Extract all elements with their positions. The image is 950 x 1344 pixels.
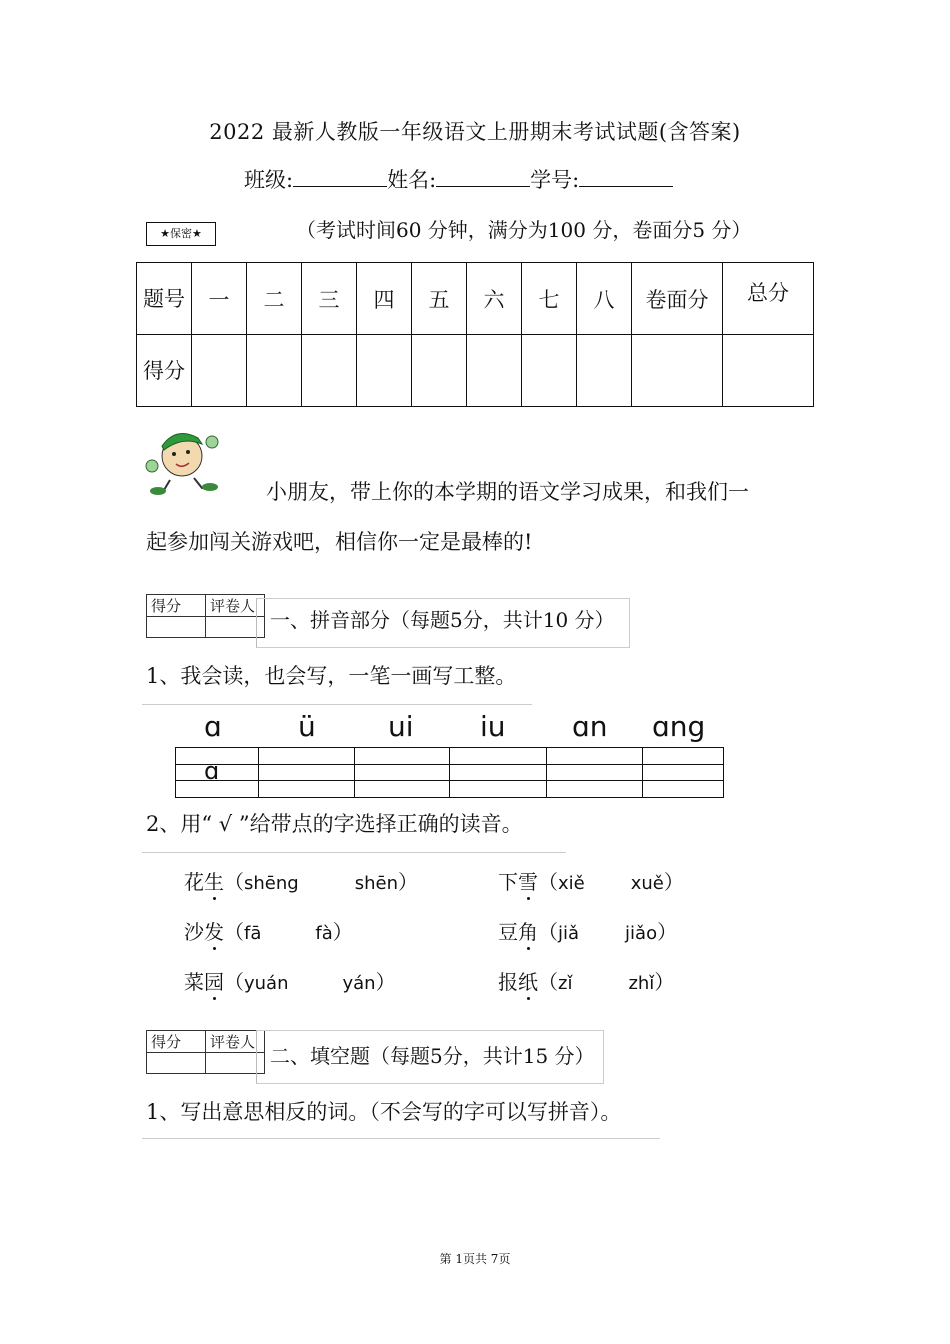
score-cell[interactable]	[302, 335, 357, 407]
grid-line	[449, 748, 450, 797]
pinyin-iu: iu	[480, 710, 506, 743]
pinyin-option[interactable]: xuě	[630, 873, 664, 894]
pinyin-option[interactable]: jiǎ	[558, 923, 580, 944]
col-4: 四	[357, 263, 412, 335]
choice-dotted-char: 园	[204, 970, 224, 994]
choice-dotted-char: 生	[204, 870, 224, 894]
score-cell[interactable]	[357, 335, 412, 407]
choice-item: 菜园（yuán yán）	[184, 970, 396, 994]
question-underline	[142, 1138, 660, 1139]
pinyin-option[interactable]: zǐ	[558, 973, 573, 994]
grid-line	[258, 748, 259, 797]
score-label: 得分	[147, 595, 206, 617]
class-label: 班级:	[244, 168, 294, 192]
score-table	[136, 262, 814, 407]
score-input[interactable]	[147, 617, 206, 638]
choice-item: 豆角（jiǎ jiǎo）	[498, 920, 678, 944]
grid-line	[354, 748, 355, 797]
row-label-score: 得分	[137, 335, 192, 407]
pinyin-option[interactable]: xiě	[558, 873, 585, 894]
col-7: 七	[522, 263, 577, 335]
student-info-line	[244, 164, 673, 194]
pinyin-ui: ui	[388, 710, 414, 743]
grader-label: 评卷人	[206, 1031, 265, 1053]
grid-line	[546, 748, 547, 797]
choice-item: 报纸（zǐ zhǐ）	[498, 970, 675, 994]
choice-char: 下	[498, 870, 518, 894]
pinyin-option[interactable]: zhǐ	[628, 973, 655, 994]
question-number-row	[137, 263, 814, 335]
pinyin-an: ɑn	[572, 710, 608, 743]
pinyin-option[interactable]: fā	[244, 923, 262, 944]
score-cell[interactable]	[192, 335, 247, 407]
pinyin-option[interactable]: shēng	[244, 873, 299, 894]
confidential-badge: ★保密★	[146, 222, 216, 246]
col-3: 三	[302, 263, 357, 335]
grid-line	[642, 748, 643, 797]
choice-item: 下雪（xiě xuě）	[498, 870, 684, 894]
exam-time-info: （考试时间60 分钟，满分为100 分，卷面分5 分）	[296, 218, 752, 242]
name-label: 姓名:	[387, 168, 437, 192]
choice-char: 花	[184, 870, 204, 894]
section-2-title: 二、填空题（每题5分，共计15 分）	[270, 1044, 595, 1068]
pinyin-u-umlaut: ü	[298, 710, 316, 743]
pinyin-option[interactable]: yuán	[244, 973, 289, 994]
score-input[interactable]	[147, 1053, 206, 1074]
row-label-question-number: 题号	[137, 263, 192, 335]
pinyin-ang: ɑng	[652, 710, 706, 743]
choice-item: 沙发（fā fà）	[184, 920, 353, 944]
question-underline	[142, 852, 566, 853]
score-cell[interactable]	[467, 335, 522, 407]
question-1-1: 1、我会读，也会写，一笔一画写工整。	[146, 664, 517, 688]
cartoon-boy-icon	[136, 420, 228, 498]
choice-char: 报	[498, 970, 518, 994]
question-underline	[142, 704, 532, 705]
col-1: 一	[192, 263, 247, 335]
question-1-2: 2、用“ √ ”给带点的字选择正确的读音。	[146, 812, 523, 836]
score-cell[interactable]	[632, 335, 723, 407]
intro-line-1: 小朋友，带上你的本学期的语文学习成果，和我们一	[266, 480, 749, 504]
intro-line-2: 起参加闯关游戏吧，相信你一定是最棒的!	[146, 530, 533, 554]
score-cell[interactable]	[723, 335, 814, 407]
class-blank[interactable]	[293, 168, 387, 187]
score-row	[137, 335, 814, 407]
col-neatness: 卷面分	[632, 263, 723, 335]
choice-dotted-char: 角	[518, 920, 538, 944]
score-cell[interactable]	[412, 335, 467, 407]
choice-dotted-char: 发	[204, 920, 224, 944]
score-label: 得分	[147, 1031, 206, 1053]
choice-char: 沙	[184, 920, 204, 944]
page-footer: 第 1页共 7页	[439, 1252, 511, 1266]
grader-box-2	[146, 1030, 265, 1074]
writing-grid[interactable]	[175, 747, 724, 798]
section-1-title: 一、拼音部分（每题5分，共计10 分）	[270, 608, 615, 632]
col-5: 五	[412, 263, 467, 335]
pinyin-option[interactable]: shēn	[354, 873, 398, 894]
col-total: 总分	[723, 263, 814, 335]
pinyin-a: ɑ	[204, 710, 222, 743]
pinyin-option[interactable]: jiǎo	[625, 923, 658, 944]
col-8: 八	[577, 263, 632, 335]
score-cell[interactable]	[577, 335, 632, 407]
name-blank[interactable]	[436, 168, 530, 187]
choice-dotted-char: 纸	[518, 970, 538, 994]
choice-char: 菜	[184, 970, 204, 994]
choice-dotted-char: 雪	[518, 870, 538, 894]
choice-char: 豆	[498, 920, 518, 944]
col-2: 二	[247, 263, 302, 335]
page-title: 2022 最新人教版一年级语文上册期末考试试题(含答案)	[209, 120, 741, 144]
col-6: 六	[467, 263, 522, 335]
score-cell[interactable]	[522, 335, 577, 407]
sample-letter: ɑ	[204, 757, 220, 785]
score-cell[interactable]	[247, 335, 302, 407]
id-label: 学号:	[530, 168, 580, 192]
grader-label: 评卷人	[206, 595, 265, 617]
pinyin-option[interactable]: yán	[342, 973, 376, 994]
id-blank[interactable]	[579, 168, 673, 187]
choice-item: 花生（shēng shēn）	[184, 870, 418, 894]
pinyin-option[interactable]: fà	[315, 923, 333, 944]
question-2-1: 1、写出意思相反的词。（不会写的字可以写拼音）。	[146, 1100, 622, 1124]
grader-box-1	[146, 594, 265, 638]
